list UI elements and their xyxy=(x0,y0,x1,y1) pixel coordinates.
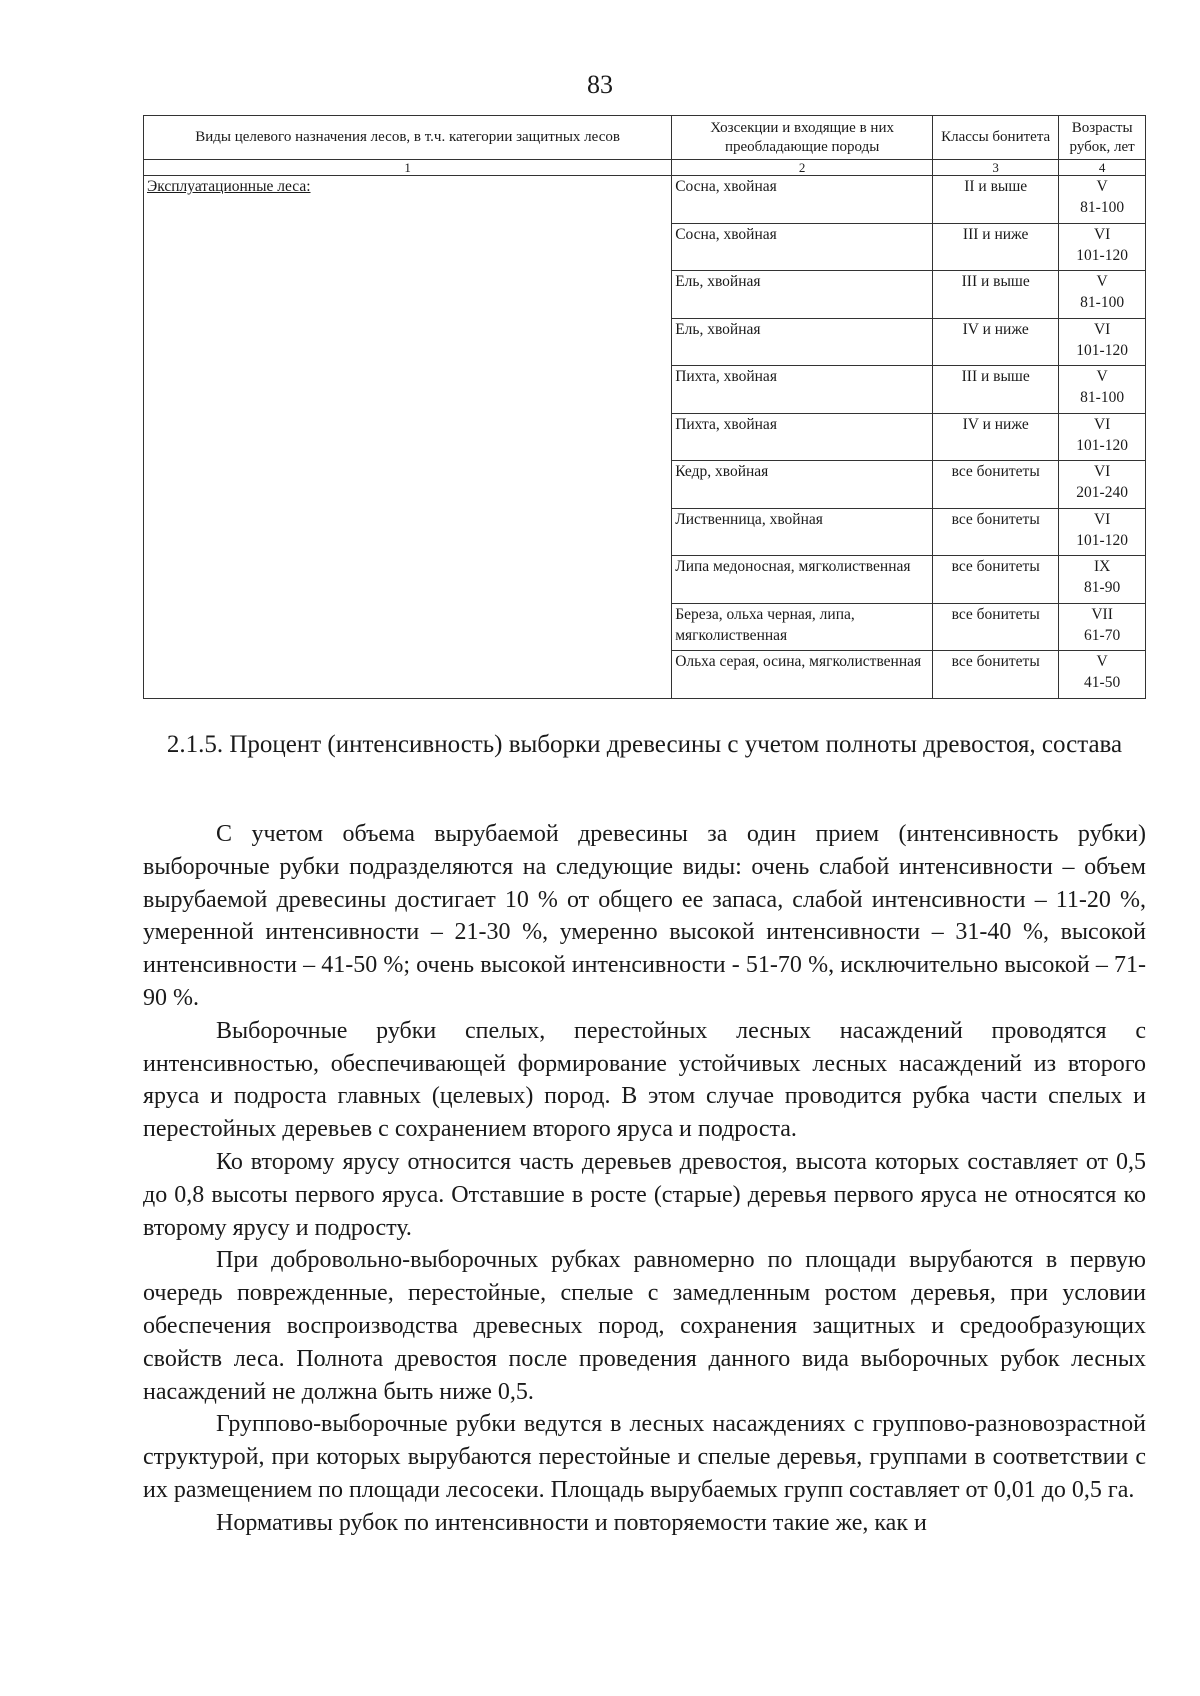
age-range: 81-100 xyxy=(1080,389,1125,406)
harvest-age-cell xyxy=(1059,223,1146,271)
harvest-age-cell xyxy=(1059,508,1146,556)
age-class: V xyxy=(1096,653,1108,670)
table-body xyxy=(144,176,1146,699)
age-range: 101-120 xyxy=(1076,531,1128,549)
column-number: 4 xyxy=(1059,160,1146,176)
age-class: V xyxy=(1096,368,1108,385)
species-cell: Ель, хвойная xyxy=(672,271,933,319)
age-range: 81-100 xyxy=(1080,199,1125,216)
bonitet-cell: III и выше xyxy=(933,271,1059,319)
species-cell: Сосна, хвойная xyxy=(672,176,933,224)
species-cell: Пихта, хвойная xyxy=(672,413,933,461)
header-forest-purpose: Виды целевого назначения лесов, в т.ч. категории защитных лесов xyxy=(144,116,672,160)
bonitet-cell: все бонитеты xyxy=(933,556,1059,604)
harvest-age-cell xyxy=(1059,366,1146,414)
table-header-row xyxy=(144,116,1146,160)
age-class: VI xyxy=(1093,510,1111,528)
age-class: IX xyxy=(1093,558,1111,575)
paragraph: С учетом объема вырубаемой древесины за один прием (интенсивность рубки) выборочные рубки подразделяются на следующие виды: очень слабой интенсивности – объем вырубаемой древесины достигает 10 % от общего ее запаса, слабой интенсивности – 11-20 %, умеренной интенсивности – 21-30 %, умеренно высокой интенсивности – 31-40 %, высокой интенсивности – 41-50 %; очень высокой интенсивности - 51-70 %, исключительно высокой – 71-90 %. xyxy=(143,821,1146,1011)
harvest-age-cell xyxy=(1059,461,1146,509)
bonitet-cell: III и ниже xyxy=(933,223,1059,271)
paragraph: Выборочные рубки спелых, перестойных лесных насаждений проводятся с интенсивностью, обеспечивающей формирование устойчивых лесных насаждений из второго яруса и подроста главных (целевых) пород. В этом случае проводится рубка части спелых и перестойных деревьев с сохранением второго яруса и подроста. xyxy=(143,1017,1146,1143)
page-number: 83 xyxy=(587,70,613,99)
age-class: VI xyxy=(1093,225,1111,243)
section-heading: 2.1.5. Процент (интенсивность) выборки древесины с учетом полноты древостоя, состава xyxy=(166,731,1123,758)
age-range: 61-70 xyxy=(1084,626,1121,644)
paragraph: Ко второму ярусу относится часть деревьев древостоя, высота которых составляет от 0,5 до 0,8 высоты первого яруса. Отставшие в росте (старые) деревья первого яруса не относятся ко второму ярусу и подросту. xyxy=(143,1148,1146,1241)
bonitet-cell: все бонитеты xyxy=(933,508,1059,556)
bonitet-cell: IV и ниже xyxy=(933,318,1059,366)
bonitet-cell: III и выше xyxy=(933,366,1059,414)
harvest-age-cell xyxy=(1059,271,1146,319)
bonitet-cell: все бонитеты xyxy=(933,461,1059,509)
header-bonitet: Классы бонитета xyxy=(933,116,1059,160)
harvest-age-cell xyxy=(1059,176,1146,224)
age-range: 101-120 xyxy=(1076,341,1128,359)
age-class: VI xyxy=(1093,415,1111,433)
harvest-age-cell xyxy=(1059,318,1146,366)
age-range: 101-120 xyxy=(1076,436,1128,454)
column-number-row xyxy=(144,160,1146,176)
species-cell: Пихта, хвойная xyxy=(672,366,933,414)
age-class: VI xyxy=(1093,463,1111,480)
age-class: VII xyxy=(1091,605,1113,623)
column-number: 2 xyxy=(672,160,933,176)
age-class: V xyxy=(1096,273,1108,290)
column-number: 1 xyxy=(144,160,672,176)
column-number: 3 xyxy=(933,160,1059,176)
paragraph: При добровольно-выборочных рубках равномерно по площади вырубаются в первую очередь поврежденные, перестойные, спелые с замедленным ростом деревья, при условии обеспечения воспроизводства древесных пород, сохранения защитных и средообразующих свойств леса. Полнота древостоя после проведения данного вида выборочных рубок лесных насаждений не должна быть ниже 0,5. xyxy=(143,1247,1146,1405)
header-species: Хозсекции и входящие в них преобладающие породы xyxy=(672,116,933,160)
species-cell: Липа медоносная, мягколиственная xyxy=(672,556,933,604)
bonitet-cell: все бонитеты xyxy=(933,603,1059,651)
age-range: 41-50 xyxy=(1084,674,1121,691)
forest-norms-table xyxy=(143,115,1146,699)
age-range: 201-240 xyxy=(1076,484,1128,501)
bonitet-cell: все бонитеты xyxy=(933,651,1059,699)
harvest-age-cell xyxy=(1059,651,1146,699)
header-harvest-age: Возрасты рубок, лет xyxy=(1059,116,1146,160)
species-cell: Ольха серая, осина, мягколиственная xyxy=(672,651,933,699)
harvest-age-cell xyxy=(1059,556,1146,604)
age-class: VI xyxy=(1093,320,1111,338)
species-cell: Лиственница, хвойная xyxy=(672,508,933,556)
paragraph: Нормативы рубок по интенсивности и повторяемости такие же, как и xyxy=(216,1509,927,1536)
species-cell: Сосна, хвойная xyxy=(672,223,933,271)
paragraph: Групповo-выборочные рубки ведутся в лесных насаждениях с групповo-разновозрастной структурой, при которых вырубаются перестойные и спелые деревья, группами в соответствии с их размещением по площади лесосеки. Площадь вырубаемых групп составляет от 0,01 до 0,5 га. xyxy=(143,1411,1146,1503)
age-range: 81-100 xyxy=(1080,294,1125,311)
species-cell: Береза, ольха черная, липа, мягколиственная xyxy=(672,603,933,651)
bonitet-cell: II и выше xyxy=(933,176,1059,224)
age-range: 101-120 xyxy=(1076,246,1128,264)
harvest-age-cell xyxy=(1059,413,1146,461)
age-class: V xyxy=(1096,178,1108,195)
bonitet-cell: IV и ниже xyxy=(933,413,1059,461)
body-text xyxy=(143,818,1146,1540)
forest-category: Эксплуатационные леса: xyxy=(147,178,311,195)
species-cell: Кедр, хвойная xyxy=(672,461,933,509)
species-cell: Ель, хвойная xyxy=(672,318,933,366)
harvest-age-cell xyxy=(1059,603,1146,651)
forest-category-cell xyxy=(144,176,672,699)
table-row xyxy=(144,176,1146,224)
age-range: 81-90 xyxy=(1084,579,1121,596)
